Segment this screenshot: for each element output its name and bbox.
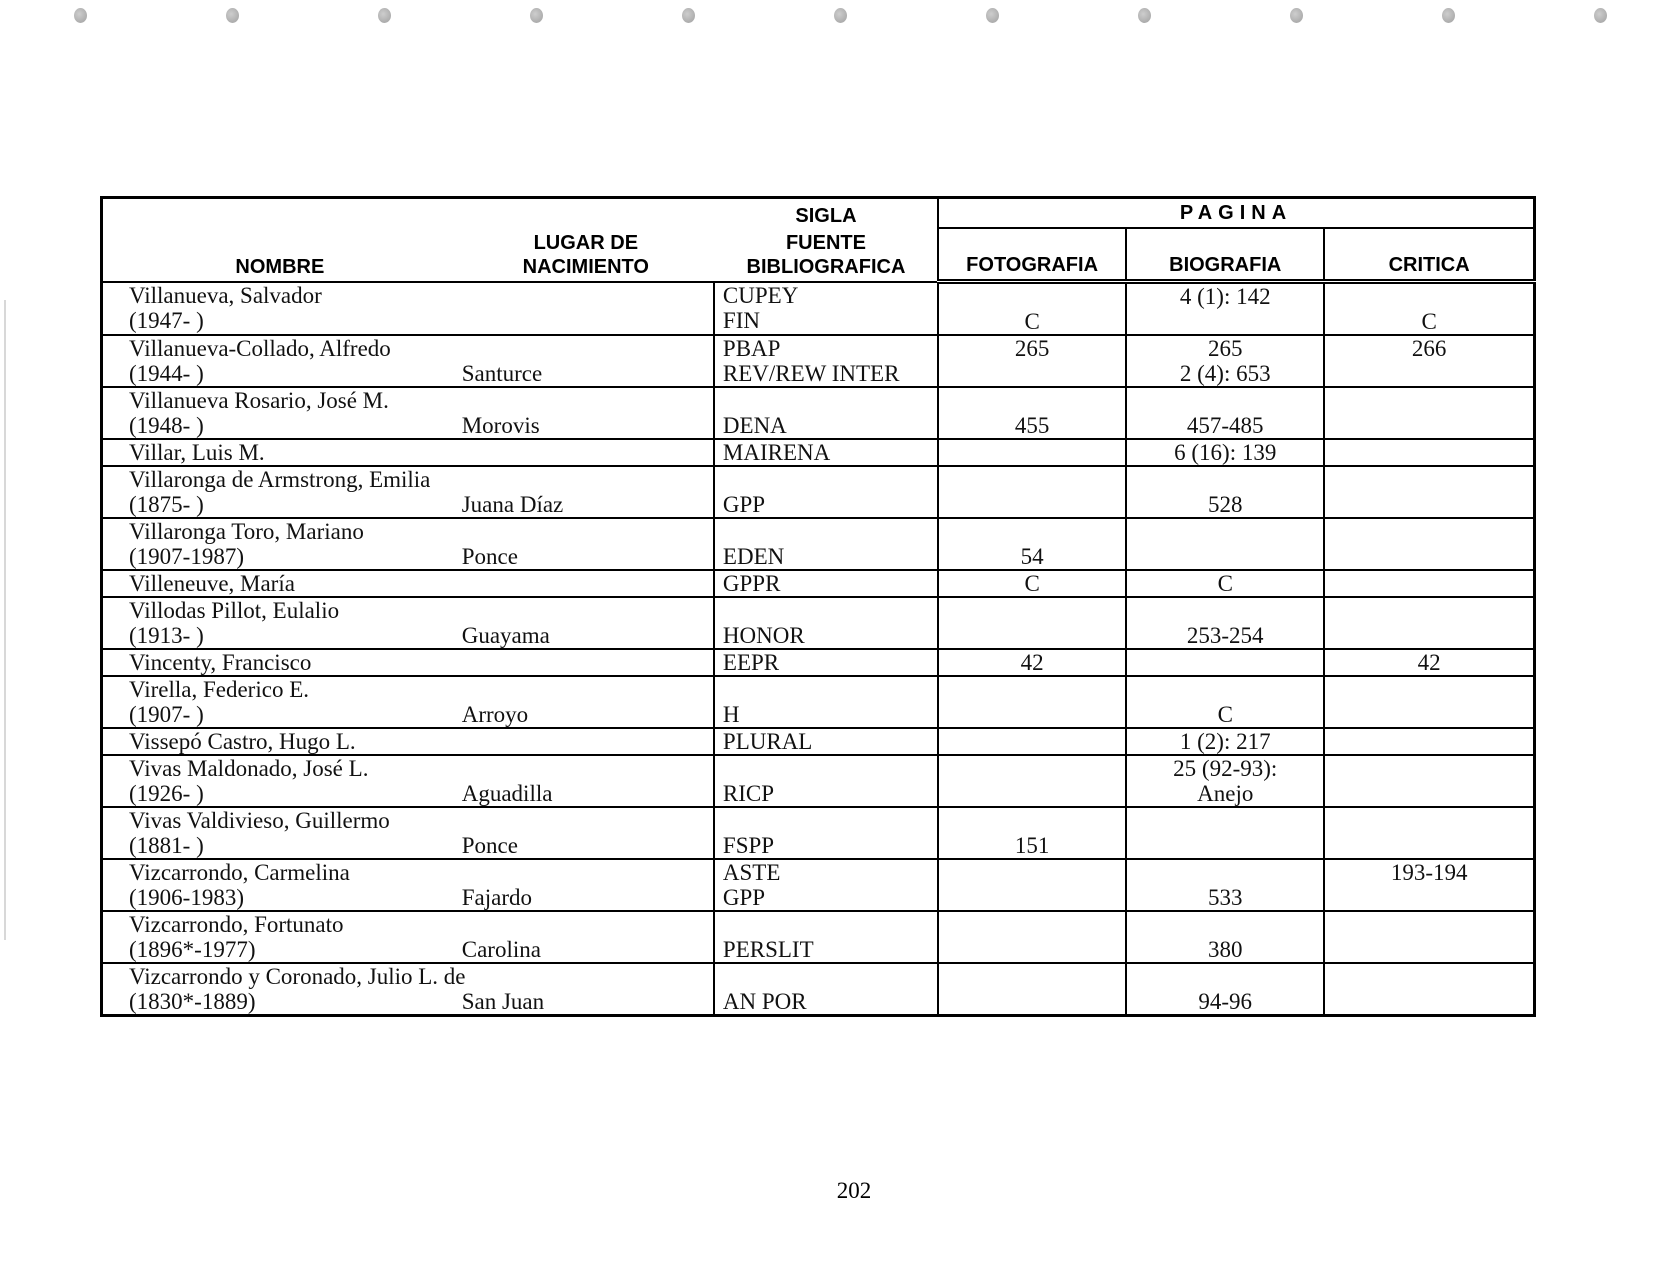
table-row (102, 335, 1535, 387)
cell-nombre: Vivas Valdivieso, Guillermo (1881- ) (102, 807, 458, 859)
cell-critica (1324, 570, 1534, 597)
cell-lugar: Aguadilla (458, 755, 714, 807)
cell-sigla: GPPR (714, 570, 938, 597)
cell-sigla: PBAP REV/REW INTER (714, 335, 938, 387)
cell-critica: 42 (1324, 649, 1534, 676)
cell-nombre: Vincenty, Francisco (102, 649, 458, 676)
table-row (102, 649, 1535, 676)
cell-biografia: 253-254 (1126, 597, 1324, 649)
table-row (102, 570, 1535, 597)
cell-lugar: Guayama (458, 597, 714, 649)
header-lugar: LUGAR DE NACIMIENTO (458, 198, 714, 282)
cell-critica (1324, 466, 1534, 518)
cell-nombre: Villar, Luis M. (102, 439, 458, 466)
cell-lugar (458, 570, 714, 597)
table-row (102, 282, 1535, 336)
cell-biografia: 380 (1126, 911, 1324, 963)
cell-nombre: Vissepó Castro, Hugo L. (102, 728, 458, 755)
cell-sigla: PERSLIT (714, 911, 938, 963)
cell-lugar (458, 649, 714, 676)
punch-holes (0, 8, 1674, 30)
cell-sigla: FSPP (714, 807, 938, 859)
cell-sigla: H (714, 676, 938, 728)
cell-fotografia (938, 728, 1126, 755)
table-row (102, 439, 1535, 466)
cell-sigla: EDEN (714, 518, 938, 570)
cell-sigla: AN POR (714, 963, 938, 1016)
punch-hole (378, 8, 391, 23)
cell-nombre: Vizcarrondo, Fortunato (1896*-1977) (102, 911, 458, 963)
bibliography-table (100, 196, 1536, 1017)
cell-fotografia (938, 859, 1126, 911)
cell-lugar: Ponce (458, 807, 714, 859)
cell-fotografia (938, 439, 1126, 466)
cell-critica (1324, 755, 1534, 807)
cell-sigla: ASTE GPP (714, 859, 938, 911)
cell-biografia: C (1126, 676, 1324, 728)
cell-lugar (458, 282, 714, 336)
table-row (102, 911, 1535, 963)
cell-lugar: Juana Díaz (458, 466, 714, 518)
table-body (102, 282, 1535, 1016)
cell-biografia: 94-96 (1126, 963, 1324, 1016)
cell-nombre: Villanueva-Collado, Alfredo (1944- ) (102, 335, 458, 387)
cell-sigla: MAIRENA (714, 439, 938, 466)
cell-critica (1324, 439, 1534, 466)
cell-fotografia: 42 (938, 649, 1126, 676)
cell-critica (1324, 676, 1534, 728)
cell-nombre: Villanueva, Salvador (1947- ) (102, 282, 458, 336)
cell-biografia: 4 (1): 142 (1126, 282, 1324, 336)
table-header (102, 198, 1535, 282)
cell-fotografia (938, 676, 1126, 728)
table-row (102, 755, 1535, 807)
punch-hole (1290, 8, 1303, 23)
punch-hole (1594, 8, 1607, 23)
header-critica: CRITICA (1324, 228, 1534, 282)
cell-biografia: 6 (16): 139 (1126, 439, 1324, 466)
cell-biografia: C (1126, 570, 1324, 597)
cell-sigla: HONOR (714, 597, 938, 649)
cell-nombre: Vizcarrondo y Coronado, Julio L. de (1830*-1889) (102, 963, 458, 1016)
cell-fotografia: 265 (938, 335, 1126, 387)
cell-sigla: DENA (714, 387, 938, 439)
cell-nombre: Villanueva Rosario, José M. (1948- ) (102, 387, 458, 439)
cell-biografia: 533 (1126, 859, 1324, 911)
cell-critica (1324, 911, 1534, 963)
cell-lugar: Arroyo (458, 676, 714, 728)
cell-sigla: RICP (714, 755, 938, 807)
table-row (102, 466, 1535, 518)
cell-nombre: Villaronga de Armstrong, Emilia (1875- ) (102, 466, 458, 518)
table-row (102, 728, 1535, 755)
table-row (102, 807, 1535, 859)
cell-sigla: CUPEY FIN (714, 282, 938, 336)
punch-hole (530, 8, 543, 23)
cell-lugar: Fajardo (458, 859, 714, 911)
table-row (102, 597, 1535, 649)
cell-lugar: Santurce (458, 335, 714, 387)
cell-biografia: 457-485 (1126, 387, 1324, 439)
cell-critica (1324, 728, 1534, 755)
cell-fotografia (938, 466, 1126, 518)
cell-lugar: Ponce (458, 518, 714, 570)
cell-fotografia: 151 (938, 807, 1126, 859)
cell-lugar: San Juan (458, 963, 714, 1016)
header-pagina: PAGINA (938, 198, 1534, 229)
cell-critica (1324, 597, 1534, 649)
cell-lugar: Morovis (458, 387, 714, 439)
table-row (102, 859, 1535, 911)
header-biografia: BIOGRAFIA (1126, 228, 1324, 282)
cell-critica: 266 (1324, 335, 1534, 387)
cell-sigla: GPP (714, 466, 938, 518)
cell-biografia: 1 (2): 217 (1126, 728, 1324, 755)
punch-hole (74, 8, 87, 23)
cell-fotografia (938, 911, 1126, 963)
header-nombre: NOMBRE (102, 198, 458, 282)
cell-sigla: PLURAL (714, 728, 938, 755)
table-row (102, 676, 1535, 728)
cell-lugar: Carolina (458, 911, 714, 963)
cell-critica: 193-194 (1324, 859, 1534, 911)
page-edge-shadow (4, 300, 6, 940)
cell-nombre: Villodas Pillot, Eulalio (1913- ) (102, 597, 458, 649)
cell-fotografia: C (938, 282, 1126, 336)
punch-hole (986, 8, 999, 23)
cell-biografia (1126, 518, 1324, 570)
punch-hole (834, 8, 847, 23)
punch-hole (1442, 8, 1455, 23)
table-row (102, 518, 1535, 570)
table-row (102, 963, 1535, 1016)
cell-critica: C (1324, 282, 1534, 336)
cell-fotografia (938, 963, 1126, 1016)
cell-fotografia (938, 755, 1126, 807)
cell-nombre: Vizcarrondo, Carmelina (1906-1983) (102, 859, 458, 911)
cell-biografia: 528 (1126, 466, 1324, 518)
header-sigla: SIGLA FUENTE BIBLIOGRAFICA (714, 198, 938, 282)
header-fotografia: FOTOGRAFIA (938, 228, 1126, 282)
punch-hole (226, 8, 239, 23)
cell-fotografia (938, 597, 1126, 649)
cell-biografia: 265 2 (4): 653 (1126, 335, 1324, 387)
cell-critica (1324, 387, 1534, 439)
cell-sigla: EEPR (714, 649, 938, 676)
punch-hole (682, 8, 695, 23)
table-row (102, 387, 1535, 439)
cell-nombre: Villaronga Toro, Mariano (1907-1987) (102, 518, 458, 570)
cell-critica (1324, 963, 1534, 1016)
cell-biografia: 25 (92-93): Anejo (1126, 755, 1324, 807)
cell-critica (1324, 807, 1534, 859)
cell-nombre: Villeneuve, María (102, 570, 458, 597)
cell-lugar (458, 439, 714, 466)
cell-fotografia: C (938, 570, 1126, 597)
page-number: 202 (836, 1178, 872, 1203)
cell-biografia (1126, 807, 1324, 859)
cell-nombre: Vivas Maldonado, José L. (1926- ) (102, 755, 458, 807)
cell-nombre: Virella, Federico E. (1907- ) (102, 676, 458, 728)
cell-fotografia: 54 (938, 518, 1126, 570)
cell-critica (1324, 518, 1534, 570)
cell-lugar (458, 728, 714, 755)
cell-fotografia: 455 (938, 387, 1126, 439)
cell-biografia (1126, 649, 1324, 676)
punch-hole (1138, 8, 1151, 23)
